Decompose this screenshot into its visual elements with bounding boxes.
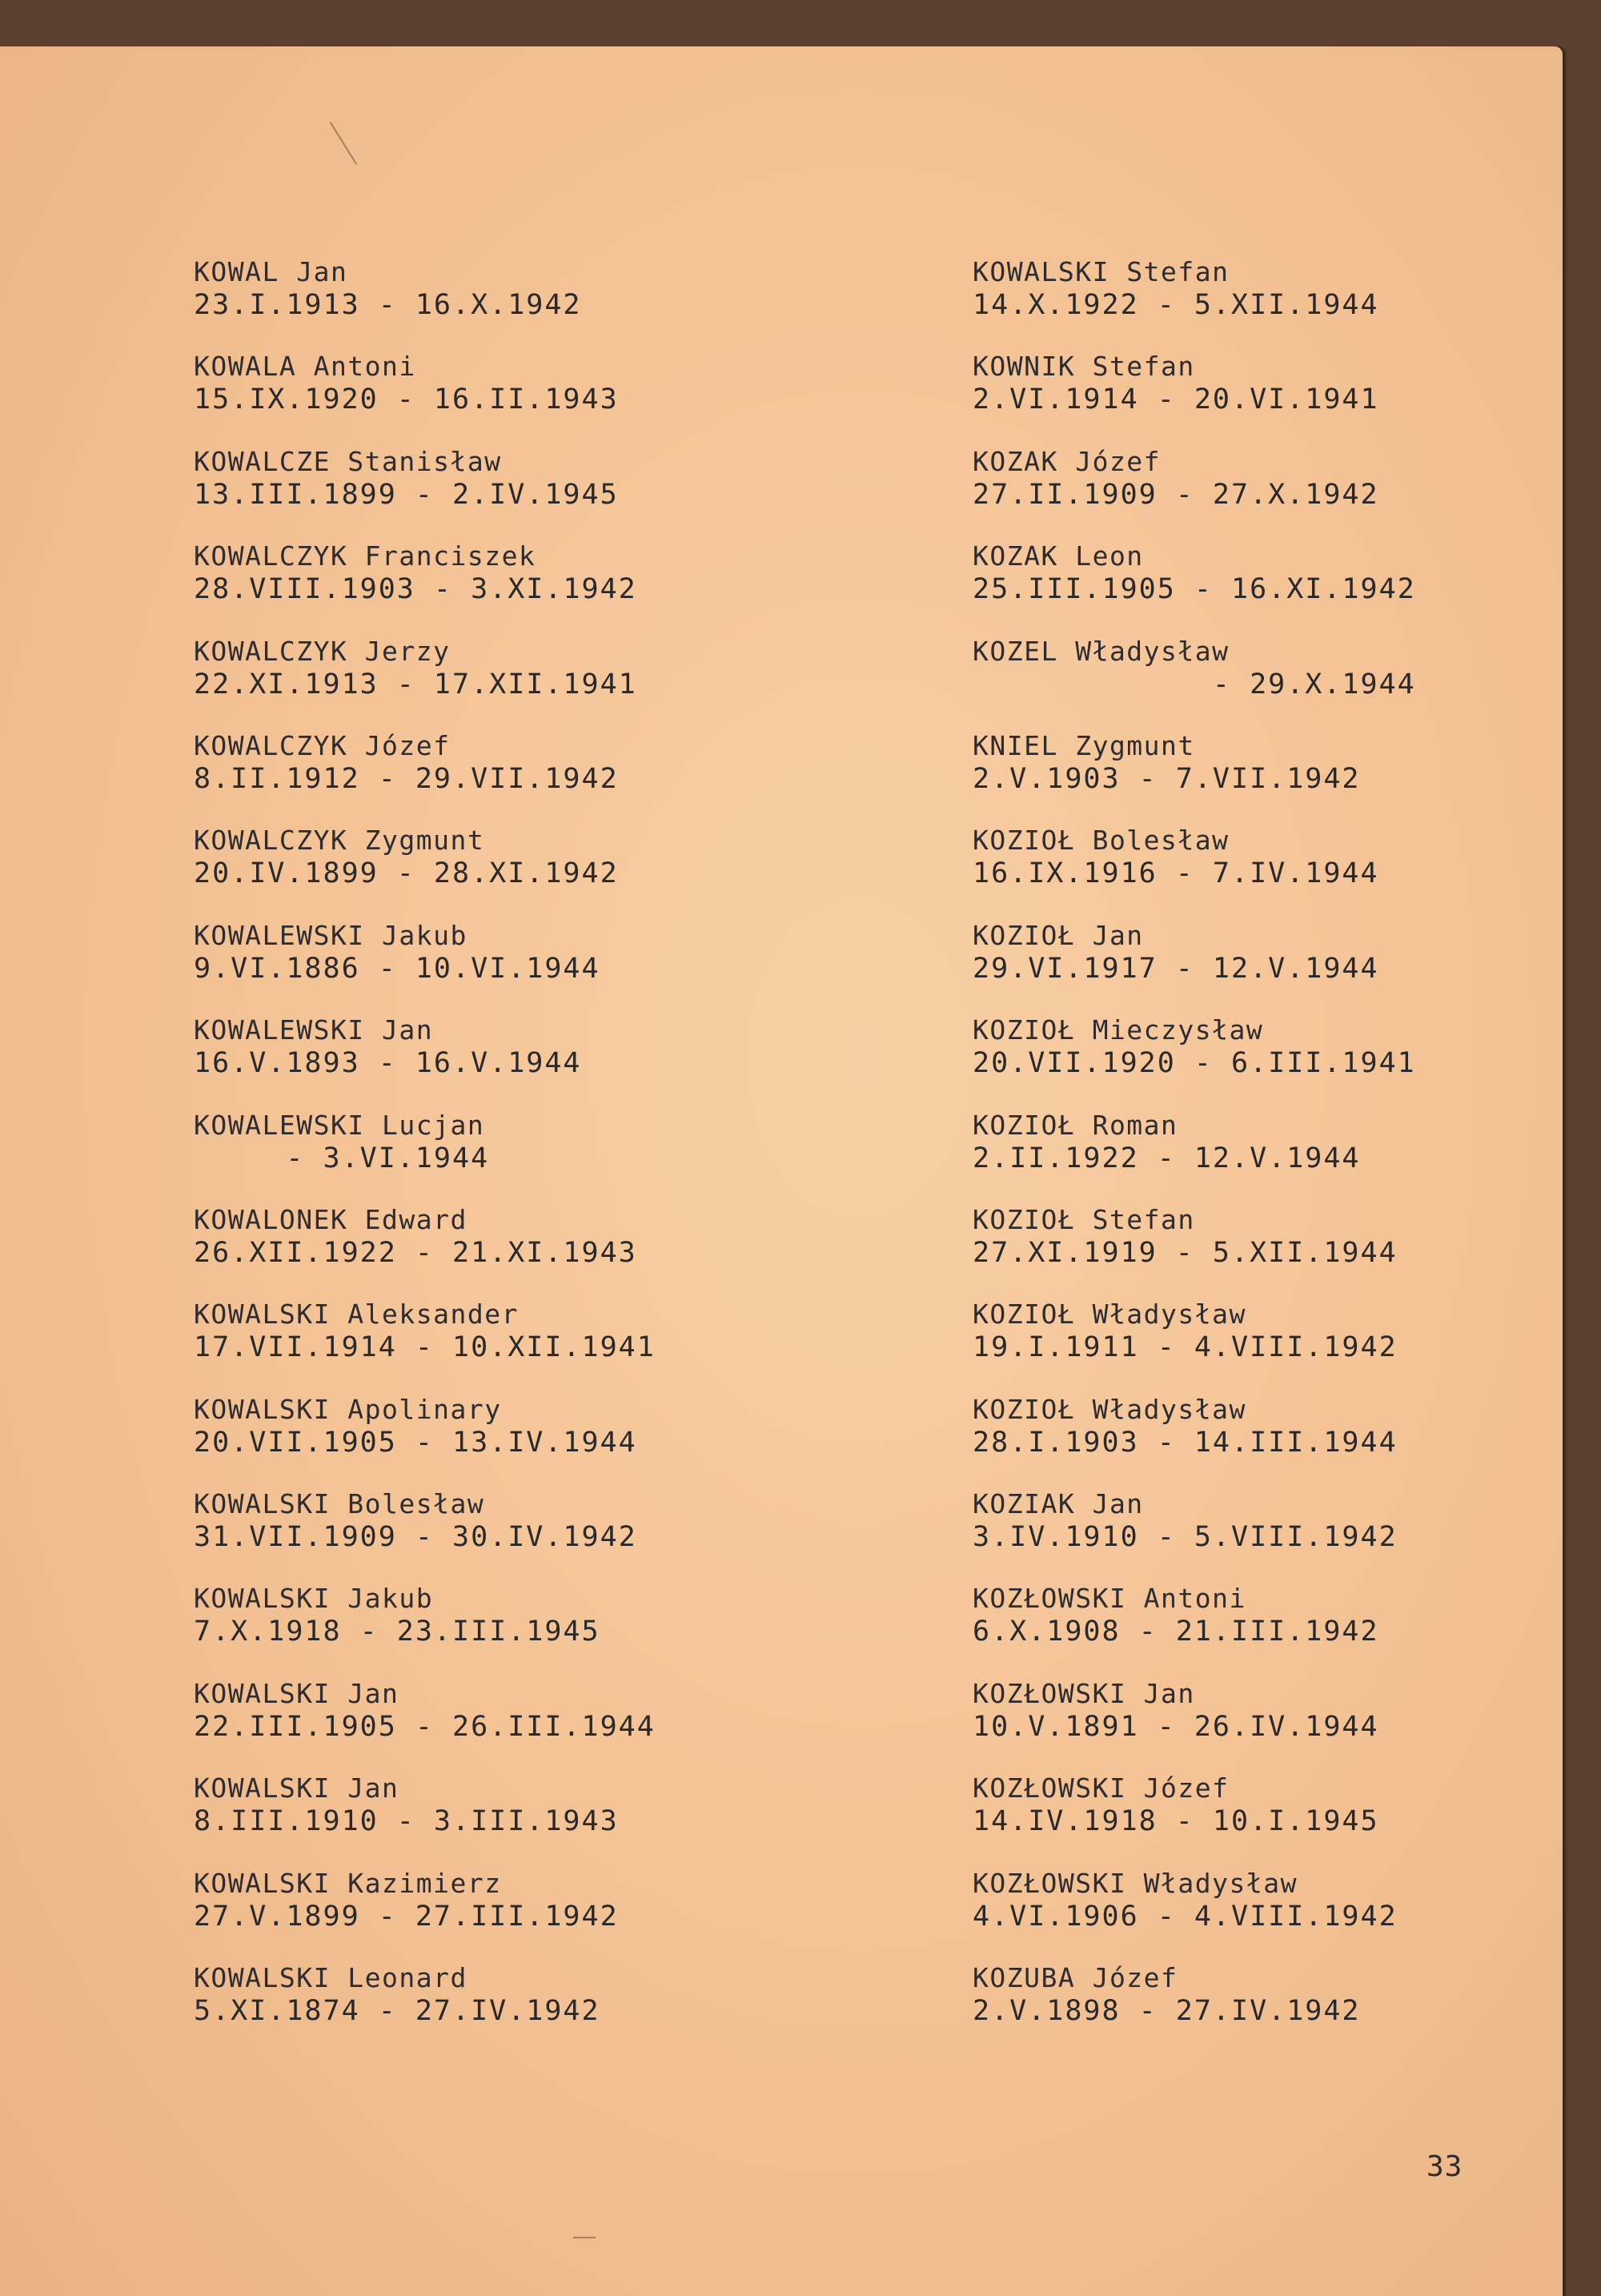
entry-dates: 22.III.1905 - 26.III.1944 [194,1710,656,1743]
entry-name: KOWALCZYK Józef [194,729,451,761]
entry-dates: 17.VII.1914 - 10.XII.1941 [194,1331,656,1364]
entry-name: KOZIAK Jan [973,1488,1144,1520]
entry-name: KOWALSKI Jan [194,1772,399,1804]
list-item [194,1678,866,1772]
pencil-stroke-mark [330,122,358,165]
list-item [194,1488,866,1583]
list-item [194,1962,866,2057]
entry-name: KOWALSKI Apolinary [194,1393,502,1425]
entry-dates: 7.X.1918 - 23.III.1945 [194,1616,600,1648]
entry-dates: 27.XI.1919 - 5.XII.1944 [973,1236,1398,1269]
page-number: 33 [1426,2150,1463,2183]
entry-dates: 19.I.1911 - 4.VIII.1942 [973,1331,1398,1364]
entry-name: KOZIOŁ Mieczysław [973,1014,1264,1046]
entry-dates: 8.III.1910 - 3.III.1943 [194,1805,619,1838]
entry-name: KOWALSKI Stefan [973,256,1230,287]
list-item [973,1110,1601,1204]
list-item [194,825,866,919]
list-item [194,1299,866,1393]
list-item [973,730,1601,825]
list-item [194,1110,866,1204]
entry-name: KOWALCZYK Zygmunt [194,825,485,857]
left-column [194,256,866,2057]
list-item [973,256,1601,351]
entry-name: KOZUBA Józef [973,1962,1178,1994]
entry-dates: 22.XI.1913 - 17.XII.1941 [194,668,637,700]
entry-dates: 29.VI.1917 - 12.V.1944 [973,952,1379,985]
entry-name: KOZIOŁ Jan [973,919,1144,951]
entry-name: KOZŁOWSKI Jan [973,1677,1195,1709]
entry-name: KOZIOŁ Władysław [973,1393,1246,1425]
list-item [973,1583,1601,1677]
entry-dates: 28.VIII.1903 - 3.XI.1942 [194,573,637,606]
list-item [194,1583,866,1677]
list-item [973,1394,1601,1488]
entry-name: KNIEL Zygmunt [973,729,1195,761]
entry-dates: 2.V.1898 - 27.IV.1942 [973,1995,1361,2028]
entry-name: KOWALONEK Edward [194,1203,467,1235]
list-item [973,1678,1601,1772]
list-item [194,1772,866,1867]
entry-name: KOWALCZYK Franciszek [194,540,536,572]
list-item [194,1014,866,1109]
entry-name: KOWALSKI Jakub [194,1583,434,1615]
entry-dates: - 29.X.1944 [973,668,1416,700]
entry-name: KOZŁOWSKI Władysław [973,1867,1298,1899]
entry-dates: 27.II.1909 - 27.X.1942 [973,478,1379,511]
entry-name: KOWALA Antoni [194,351,416,383]
list-item [973,1014,1601,1109]
list-item [194,1394,866,1488]
entry-dates: 26.XII.1922 - 21.XI.1943 [194,1236,637,1269]
list-item [194,636,866,730]
list-item [973,446,1601,540]
entry-name: KOZEL Władysław [973,635,1230,667]
entry-name: KOWAL Jan [194,256,348,287]
list-item [194,256,866,351]
scratch-mark [573,2237,596,2238]
entry-dates: 14.IV.1918 - 10.I.1945 [973,1805,1379,1838]
entry-dates: 2.II.1922 - 12.V.1944 [973,1142,1361,1174]
entry-dates: 13.III.1899 - 2.IV.1945 [194,478,619,511]
entry-name: KOWALEWSKI Jakub [194,919,467,951]
entry-name: KOWALEWSKI Lucjan [194,1109,485,1141]
list-item [973,1299,1601,1393]
entry-name: KOWALCZYK Jerzy [194,635,451,667]
list-item [194,920,866,1014]
entry-dates: 20.IV.1899 - 28.XI.1942 [194,857,619,890]
list-item [973,1772,1601,1867]
entry-dates: - 3.VI.1944 [194,1142,490,1174]
entry-dates: 27.V.1899 - 27.III.1942 [194,1900,619,1933]
entry-dates: 3.IV.1910 - 5.VIII.1942 [973,1521,1398,1554]
list-item [973,351,1601,445]
list-item [194,730,866,825]
entry-dates: 31.VII.1909 - 30.IV.1942 [194,1521,637,1554]
entry-dates: 9.VI.1886 - 10.VI.1944 [194,952,600,985]
list-item [194,446,866,540]
entry-dates: 20.VII.1905 - 13.IV.1944 [194,1426,637,1459]
entry-name: KOZIOŁ Władysław [973,1299,1246,1331]
entry-dates: 2.V.1903 - 7.VII.1942 [973,762,1361,795]
entry-dates: 15.IX.1920 - 16.II.1943 [194,383,619,416]
list-item [973,1962,1601,2057]
right-column [973,256,1601,2057]
entry-name: KOZIOŁ Roman [973,1109,1178,1141]
list-item [973,1868,1601,1962]
entry-name: KOWNIK Stefan [973,351,1195,383]
entry-dates: 23.I.1913 - 16.X.1942 [194,289,582,321]
list-item [973,825,1601,919]
entry-name: KOZŁOWSKI Józef [973,1772,1230,1804]
entry-name: KOZAK Leon [973,540,1144,572]
entry-dates: 16.IX.1916 - 7.IV.1944 [973,857,1379,890]
list-item [194,351,866,445]
entry-name: KOWALEWSKI Jan [194,1014,434,1046]
entry-name: KOWALCZE Stanisław [194,445,502,477]
list-item [194,1204,866,1299]
list-item [973,1488,1601,1583]
entry-dates: 5.XI.1874 - 27.IV.1942 [194,1995,600,2028]
entry-dates: 16.V.1893 - 16.V.1944 [194,1047,582,1080]
entry-dates: 20.VII.1920 - 6.III.1941 [973,1047,1416,1080]
entry-dates: 14.X.1922 - 5.XII.1944 [973,289,1379,321]
entry-dates: 10.V.1891 - 26.IV.1944 [973,1710,1379,1743]
entry-name: KOZIOŁ Bolesław [973,825,1230,857]
list-item [194,1868,866,1962]
entry-name: KOWALSKI Leonard [194,1962,467,1994]
document-page [0,46,1563,2296]
list-item [973,540,1601,635]
entry-dates: 8.II.1912 - 29.VII.1942 [194,762,619,795]
entry-name: KOZAK Józef [973,445,1162,477]
entry-name: KOWALSKI Kazimierz [194,1867,502,1899]
entry-name: KOWALSKI Bolesław [194,1488,485,1520]
entry-name: KOWALSKI Aleksander [194,1299,519,1331]
entry-dates: 2.VI.1914 - 20.VI.1941 [973,383,1379,416]
entry-name: KOZIOŁ Stefan [973,1203,1195,1235]
list-item [973,920,1601,1014]
entry-dates: 4.VI.1906 - 4.VIII.1942 [973,1900,1398,1933]
list-item [194,540,866,635]
list-item [973,636,1601,730]
entry-dates: 25.III.1905 - 16.XI.1942 [973,573,1416,606]
entry-dates: 6.X.1908 - 21.III.1942 [973,1616,1379,1648]
list-item [973,1204,1601,1299]
entry-name: KOZŁOWSKI Antoni [973,1583,1246,1615]
entry-dates: 28.I.1903 - 14.III.1944 [973,1426,1398,1459]
entry-name: KOWALSKI Jan [194,1677,399,1709]
